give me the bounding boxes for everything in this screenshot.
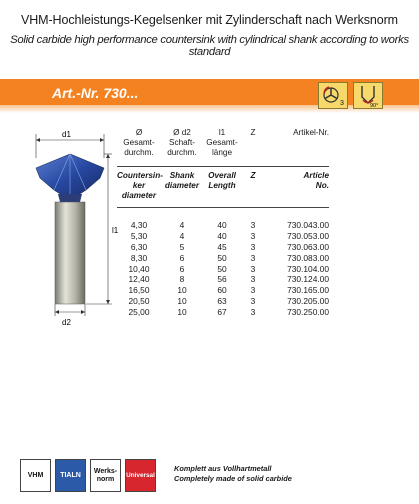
cell-shank: 10: [177, 307, 187, 318]
table-row: [117, 274, 329, 285]
table-header-german: [117, 128, 329, 166]
header-de-article: Artikel-Nr.: [293, 128, 329, 137]
cell-z: 3: [250, 307, 256, 318]
table-row: [117, 220, 329, 231]
cell-z: 3: [250, 296, 256, 307]
feature-badges: [20, 459, 156, 492]
header-en-diameter: Countersin- ker diameter: [117, 171, 163, 200]
cell-article: 730.165.00: [287, 285, 329, 296]
cell-shank: 4: [179, 220, 185, 230]
cell-length: 63: [217, 296, 227, 307]
footer-text: [174, 464, 292, 484]
angle-90-icon: [353, 82, 383, 109]
cell-article: 730.250.00: [287, 307, 329, 318]
header-en-z: Z: [250, 171, 256, 180]
universal-badge-label: Universal: [126, 471, 155, 479]
cell-z: 3: [250, 241, 256, 252]
cell-length: 50: [217, 252, 227, 263]
table-header-english: [117, 171, 329, 207]
werksnorm-badge: [90, 459, 121, 492]
cell-diameter: 16,50: [128, 285, 150, 296]
table-row: [117, 264, 329, 275]
title-german: VHM-Hochleistungs-Kegelsenker mit Zylinderschaft nach Werksnorm: [21, 13, 398, 27]
three-flute-icon: [318, 82, 348, 109]
cell-z: 3: [250, 252, 256, 263]
cell-diameter: 8,30: [130, 252, 148, 263]
cell-diameter: 25,00: [128, 307, 150, 318]
cell-z: 3: [250, 263, 256, 274]
cell-length: 50: [217, 263, 227, 274]
table-row: [117, 307, 329, 318]
cell-article: 730.083.00: [287, 252, 329, 263]
table-row: [117, 242, 329, 253]
flute-count-text: 3: [340, 100, 344, 107]
article-number-label: Art.-Nr. 730...: [52, 85, 139, 101]
cell-article: 730.043.00: [287, 220, 329, 230]
table-row: [117, 253, 329, 264]
cell-z: 3: [250, 285, 256, 296]
cell-shank: 5: [179, 241, 185, 252]
cell-shank: 10: [177, 296, 187, 307]
angle-text: 90°: [370, 103, 379, 108]
tialn-badge: [55, 459, 86, 492]
cell-shank: 6: [179, 252, 185, 263]
werksnorm-badge-label: Werks- norm: [93, 467, 118, 483]
countersink-drawing: [20, 128, 120, 328]
cell-diameter: 12,40: [128, 274, 150, 285]
cell-article: 730.124.00: [287, 274, 329, 285]
header-en-article: Article No.: [303, 171, 329, 190]
vhm-badge: [20, 459, 51, 492]
header-en-length: Overall Length: [208, 171, 236, 190]
cell-shank: 4: [179, 230, 185, 241]
cell-diameter: 5,30: [130, 230, 148, 241]
header-de-diameter: Ø Gesamt- durchm.: [123, 128, 155, 157]
cell-length: 40: [217, 230, 227, 241]
dimensions-table: [117, 128, 329, 318]
footer-line-english: Completely made of solid carbide: [174, 474, 292, 483]
table-row: [117, 231, 329, 242]
table-row: [117, 296, 329, 307]
cell-diameter: 6,30: [130, 241, 148, 252]
cell-z: 3: [250, 274, 256, 285]
table-row: [117, 285, 329, 296]
cell-article: 730.053.00: [287, 230, 329, 241]
cell-length: 56: [217, 274, 227, 285]
universal-badge: [125, 459, 156, 492]
l1-label: l1: [112, 226, 119, 235]
header-de-shank: Ø d2 Schaft- durchm.: [167, 128, 197, 157]
header-de-length: l1 Gesamt- länge: [206, 128, 238, 157]
header-de-z: Z: [250, 128, 256, 137]
vhm-badge-label: VHM: [27, 471, 44, 479]
cell-length: 40: [217, 220, 227, 230]
cell-article: 730.104.00: [287, 263, 329, 274]
cell-length: 67: [217, 307, 227, 318]
cell-article: 730.063.00: [287, 241, 329, 252]
title-english: Solid carbide high performance countersink with cylindrical shank according to works standard: [10, 34, 409, 58]
cell-z: 3: [250, 220, 256, 230]
cell-diameter: 4,30: [130, 220, 148, 230]
cell-length: 45: [217, 241, 227, 252]
cell-diameter: 10,40: [128, 263, 150, 274]
cell-shank: 10: [177, 285, 187, 296]
d1-label: d1: [62, 130, 71, 139]
cell-article: 730.205.00: [287, 296, 329, 307]
header-divider: [117, 166, 329, 167]
tialn-badge-label: TIALN: [60, 471, 81, 479]
cell-shank: 6: [179, 263, 185, 274]
d2-label: d2: [62, 318, 71, 327]
cell-shank: 8: [179, 274, 185, 285]
cell-length: 60: [217, 285, 227, 296]
header-divider-lower: [117, 207, 329, 208]
table-body: [117, 220, 329, 318]
cell-z: 3: [250, 230, 256, 241]
cell-diameter: 20,50: [128, 296, 150, 307]
footer-line-german: Komplett aus Vollhartmetall: [174, 464, 272, 473]
header-en-shank: Shank diameter: [164, 171, 200, 190]
